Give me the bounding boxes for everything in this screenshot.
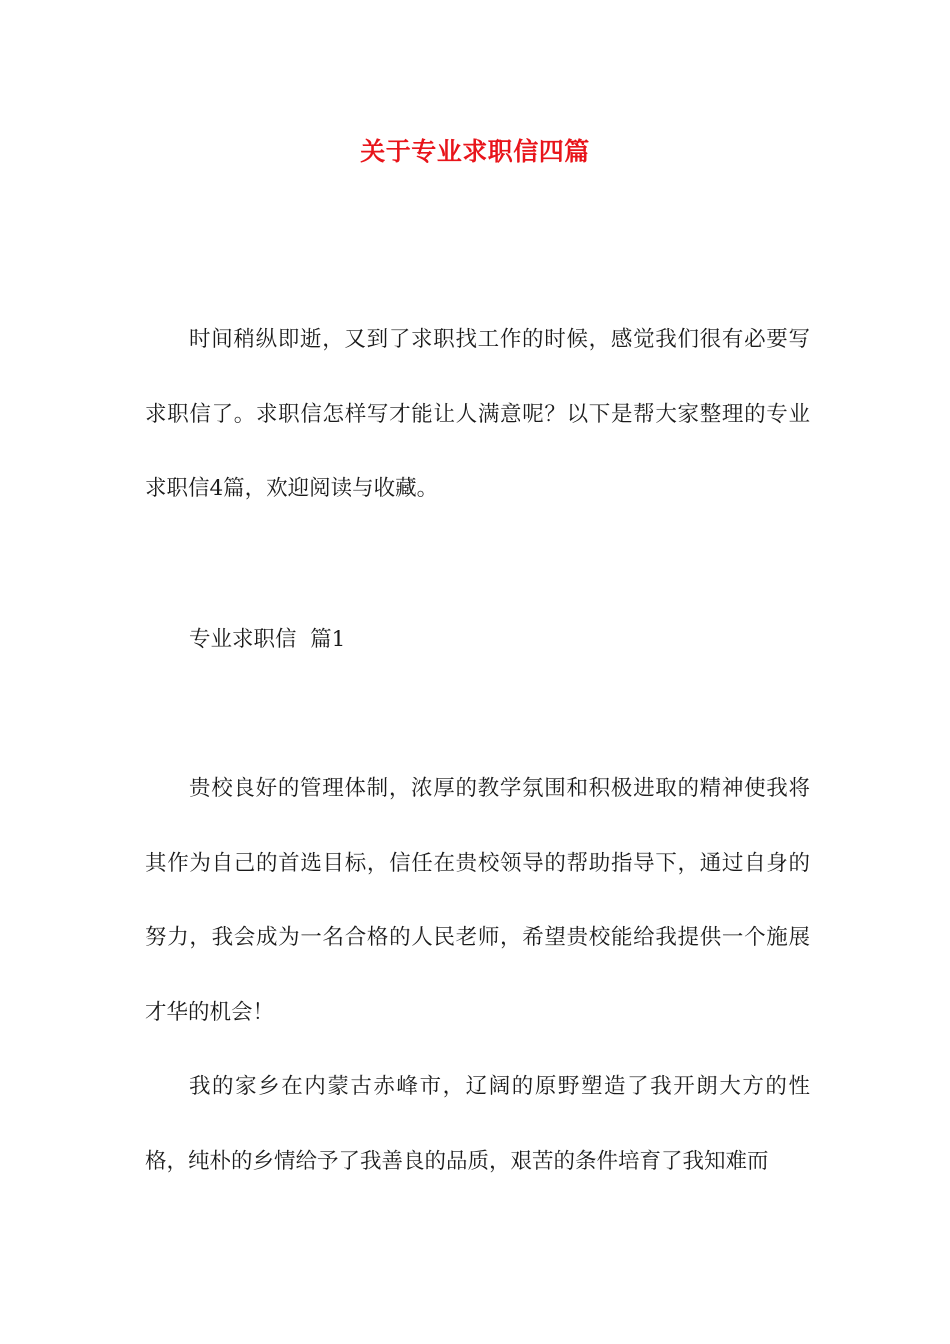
intro-paragraph: 时间稍纵即逝，又到了求职找工作的时候，感觉我们很有必要写求职信了。求职信怎样写才能让人满意呢？以下是帮大家整理的专业求职信4篇，欢迎阅读与收藏。 [145,327,810,501]
document-title: 关于专业求职信四篇 [360,137,590,166]
body-paragraph-1: 贵校良好的管理体制，浓厚的教学氛围和积极进取的精神使我将其作为自己的首选目标，信任在贵校领导的帮助指导下，通过自身的努力，我会成为一名合格的人民老师，希望贵校能给我提供一个施展才华的机会！ [145,776,810,1025]
section-heading: 专业求职信 篇1 [189,627,346,652]
body-paragraph-2: 我的家乡在内蒙古赤峰市，辽阔的原野塑造了我开朗大方的性格，纯朴的乡情给予了我善良的品质，艰苦的条件培育了我知难而 [145,1074,810,1174]
